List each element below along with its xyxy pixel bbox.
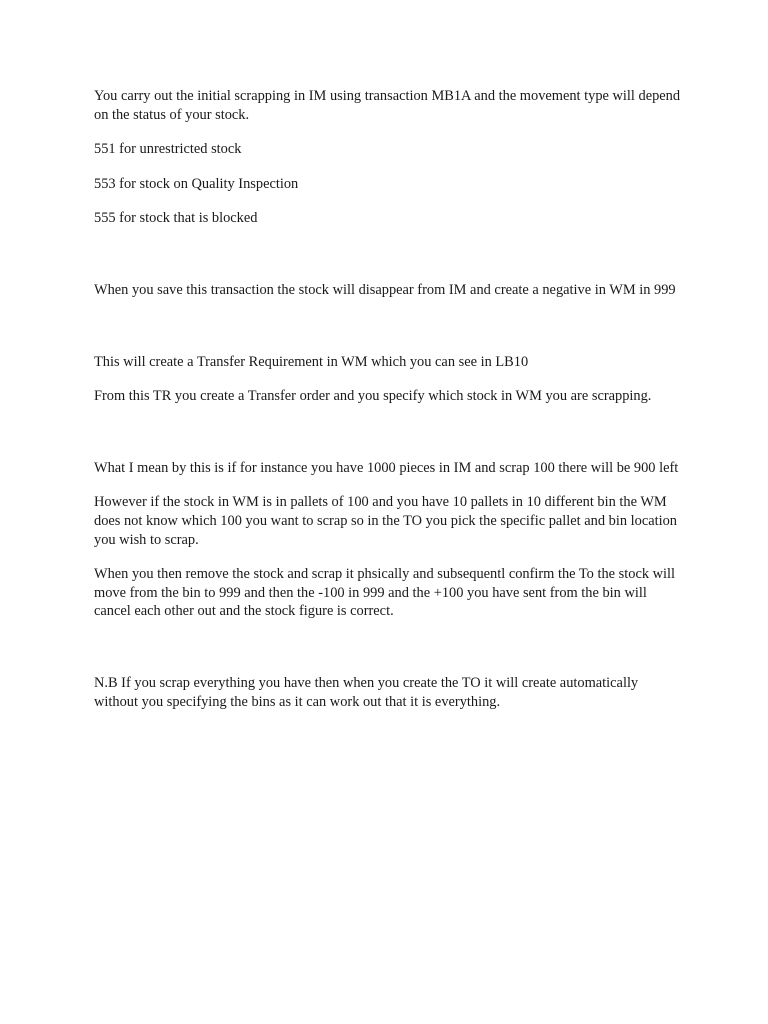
paragraph-example: What I mean by this is if for instance you have 1000 pieces in IM and scrap 100 there will be 900 left	[94, 459, 679, 476]
paragraph-spacer	[94, 549, 684, 565]
paragraph-pallets: However if the stock in WM is in pallets of 100 and you have 10 pallets in 10 different bin the WM does not know which 100 you want to scrap so in the TO you pick the specific pallet and bin location you wish to scrap.	[94, 494, 677, 548]
paragraph-transfer-order: From this TR you create a Transfer order and you specify which stock in WM you are scrapping.	[94, 388, 652, 405]
paragraph-save-transaction: When you save this transaction the stock will disappear from IM and create a negative in WM in 999	[94, 281, 676, 298]
paragraph-spacer	[94, 477, 684, 493]
section-spacer	[94, 228, 684, 281]
section-spacer	[94, 300, 684, 353]
paragraph-movement-555: 555 for stock that is blocked	[94, 210, 258, 227]
paragraph-confirm-to: When you then remove the stock and scrap it phsically and subsequentl confirm the To the stock will move from the bin to 999 and then the -100 in 999 and the +100 you have sent from the bin will cancel each other out and the stock figure is correct.	[94, 566, 676, 620]
section-spacer	[94, 621, 684, 674]
paragraph-spacer	[94, 371, 684, 387]
paragraph-intro: You carry out the initial scrapping in IM using transaction MB1A and the movement type will depend on the status of your stock.	[94, 88, 681, 123]
paragraph-movement-551: 551 for unrestricted stock	[94, 141, 242, 158]
paragraph-spacer	[94, 124, 684, 140]
paragraph-spacer	[94, 159, 684, 175]
paragraph-spacer	[94, 193, 684, 209]
paragraph-note: N.B If you scrap everything you have then when you create the TO it will create automatically without you specifying the bins as it can work out that it is everything.	[94, 674, 639, 710]
section-spacer	[94, 406, 684, 459]
paragraph-movement-553: 553 for stock on Quality Inspection	[94, 175, 299, 192]
document-body	[94, 87, 684, 711]
paragraph-transfer-requirement: This will create a Transfer Requirement in WM which you can see in LB10	[94, 353, 529, 370]
